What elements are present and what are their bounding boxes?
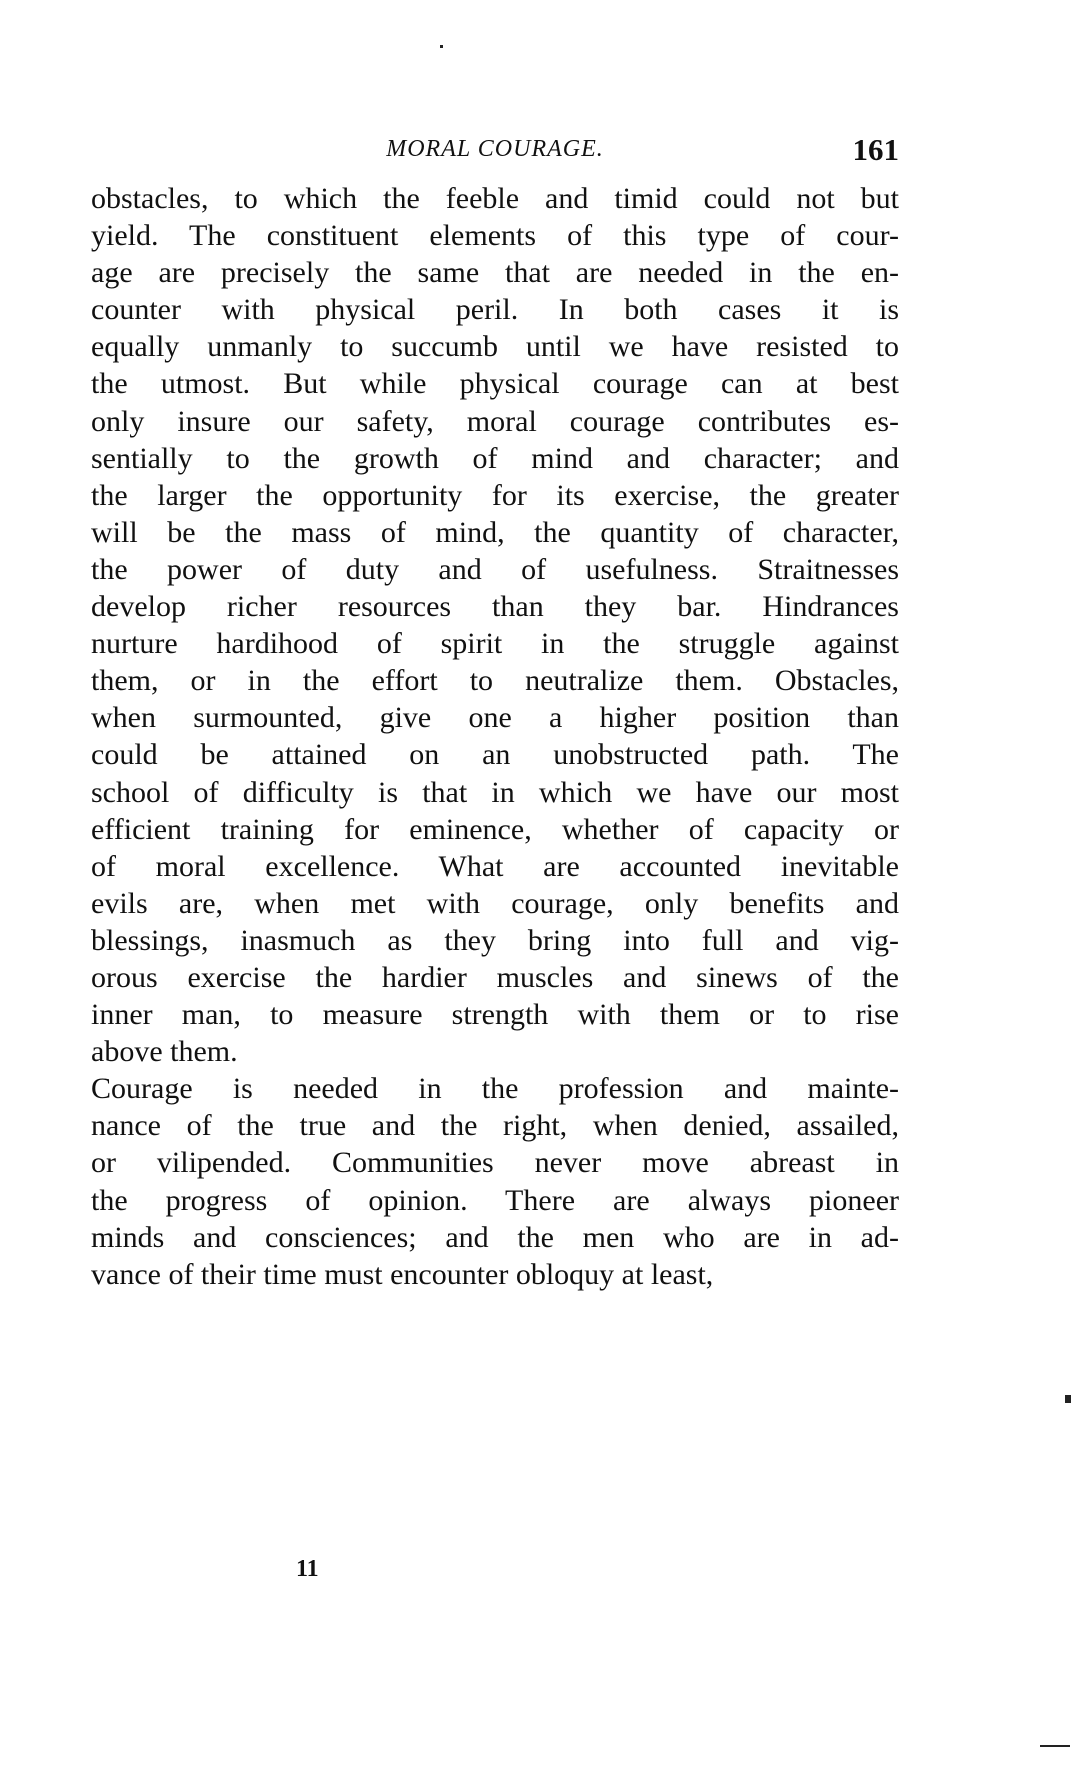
page-body [91, 180, 899, 1293]
text-line: when surmounted, give one a higher position than [91, 701, 899, 735]
text-line: the power of duty and of usefulness. Straitnesses [91, 552, 899, 586]
text-line: counter with physical peril. In both cases it is [91, 293, 899, 327]
text-line: develop richer resources than they bar. Hindrances [91, 590, 899, 624]
text-line: obstacles, to which the feeble and timid could not but [91, 182, 899, 215]
page-header [91, 132, 899, 176]
text-line: inner man, to measure strength with them or to rise [91, 998, 899, 1032]
text-line: equally unmanly to succumb until we have resisted to [91, 330, 899, 364]
text-line: the utmost. But while physical courage can at best [91, 367, 899, 401]
text-line: of moral excellence. What are accounted inevitable [91, 849, 899, 883]
text-line: above them. [91, 1035, 238, 1069]
text-line: could be attained on an unobstructed path. The [91, 738, 899, 772]
text-line: the progress of opinion. There are always pioneer [91, 1183, 899, 1217]
text-line: only insure our safety, moral courage contributes es- [91, 404, 899, 438]
scan-speck [1065, 1395, 1071, 1403]
running-title: MORAL COURAGE. [386, 136, 604, 162]
text-line: blessings, inasmuch as they bring into full and vig- [91, 923, 899, 957]
text-line: orous exercise the hardier muscles and sinews of the [91, 960, 899, 994]
page-number: 161 [852, 132, 899, 167]
text-line: the larger the opportunity for its exercise, the greater [91, 478, 899, 512]
signature-mark: 11 [296, 1556, 319, 1582]
text-line: nurture hardihood of spirit in the struggle against [91, 627, 899, 661]
scan-speck [440, 45, 443, 48]
text-line: Courage is needed in the profession and mainte- [91, 1072, 899, 1106]
text-line: will be the mass of mind, the quantity of character, [91, 515, 899, 549]
text-line: nance of the true and the right, when denied, assailed, [91, 1109, 899, 1143]
text-line: evils are, when met with courage, only benefits and [91, 886, 899, 920]
text-line: them, or in the effort to neutralize them. Obstacles, [91, 664, 899, 698]
text-line: school of difficulty is that in which we have our most [91, 775, 899, 809]
text-line: vance of their time must encounter obloquy at least, [91, 1257, 714, 1291]
text-line: yield. The constituent elements of this type of cour- [91, 219, 899, 253]
text-line: efficient training for eminence, whether of capacity or [91, 812, 899, 846]
text-line: sentially to the growth of mind and character; and [91, 441, 899, 475]
text-line: or vilipended. Communities never move abreast in [91, 1146, 899, 1180]
text-line: minds and consciences; and the men who are in ad- [91, 1220, 899, 1254]
text-line: age are precisely the same that are needed in the en- [91, 256, 899, 290]
scan-speck [1040, 1745, 1070, 1747]
